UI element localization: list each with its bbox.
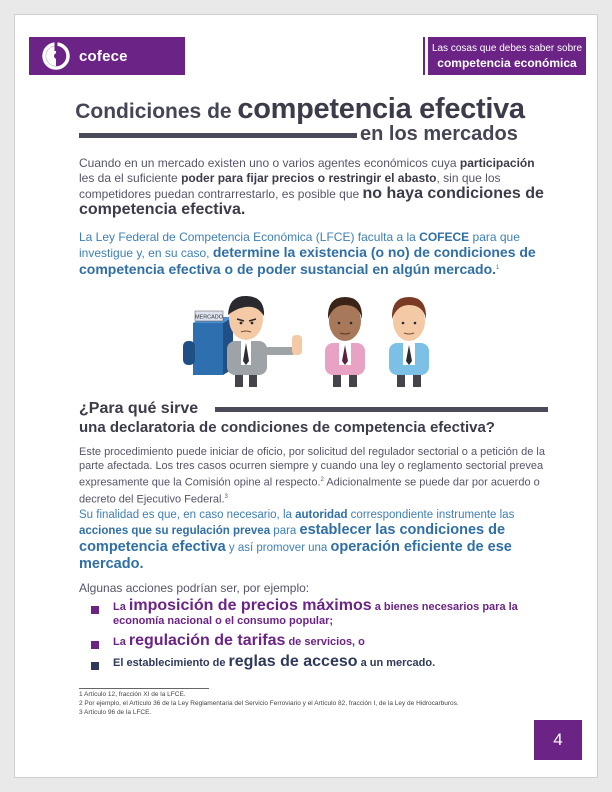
footnote-1: 1 Artículo 12, fracción XI de la LFCE. [79,691,186,698]
purpose-text-b: autoridad [295,509,348,521]
cofece-logo [29,37,185,75]
law-text-b: COFECE [419,230,470,244]
list-item [91,634,561,649]
examples-intro: Algunas acciones podrían ser, por ejemplo: [79,581,310,595]
bullet-text-big: imposición de precios máximos [128,597,372,614]
purpose-text-a: Su finalidad es que, en caso necesario, la [79,509,296,521]
purpose-text-f: establecer las condiciones de competencia efectiva [79,522,506,555]
page-number: 4 [534,720,582,760]
section-heading-line2: una declaratoria de condiciones de competencia efectiva? [79,419,495,436]
bullet-text-a: La [113,636,129,648]
tagline-divider [423,37,425,75]
list-item [91,655,561,670]
procedure-footnote-ref-2: 2 [320,477,324,483]
title-part1: Condiciones de [75,100,238,123]
procedure-text-a: Este procedimiento puede iniciar de oficio, por solicitud del regulador sectorial o a petición de la parte afectada. Los tres casos ocurren siempre y cuando una ley o reglamento sectorial prevea expresamente que la Comisión opine al respecto. [79,446,545,489]
page-title [55,93,545,126]
tagline-line2: competencia económica [437,56,577,70]
person-blue [389,297,429,387]
footnote-3: 3 Artículo 96 de la LFCE. [79,709,152,716]
law-text-d: determine la existencia (o no) de condiciones de competencia efectiva o de poder sustancial en algún mercado. [79,244,536,277]
footnotes [79,690,459,717]
purpose-paragraph [79,508,549,573]
law-text-c: para que investigue y, en su caso, [79,230,520,260]
market-box-label: MERCADO [194,314,224,321]
title-rule [79,133,357,138]
bullet-text-b: a bienes necesarios para la economía nacional o el consumo popular; [113,601,518,627]
bullet-text-a: El establecimiento de [113,657,229,669]
intro-paragraph [79,156,549,218]
bullet-square-icon [91,662,99,670]
cofece-logo-icon [42,42,70,70]
logo-text: cofece [79,47,128,65]
section-heading-line1: ¿Para qué sirve [79,400,199,417]
footnote-rule [79,688,209,689]
person-pink [325,297,365,387]
market-box [183,311,233,375]
actions-list [91,599,561,676]
purpose-text-g: y así promover una [225,542,331,554]
bullet-text-big: reglas de acceso [228,653,358,670]
intro-text-e: , sin que los competidores puedan contrarrestarlo, es posible que [79,171,501,201]
bullet-text-big: regulación de tarifas [128,632,286,649]
tagline-line1: Las cosas que debes saber sobre [431,43,583,54]
bullet-square-icon [91,606,99,614]
intro-text-f: no haya condiciones de competencia efectiva. [79,185,544,218]
intro-text-b: participación [459,156,535,170]
law-paragraph [79,230,549,278]
purpose-text-e: para [270,525,300,537]
procedure-text-b: Adicionalmente se puede dar por acuerdo o decreto del Ejecutivo Federal. [79,476,540,506]
procedure-footnote-ref-3: 3 [224,493,228,500]
bullet-text-b: a un mercado. [357,657,436,669]
bullet-text-b: de servicios, o [285,636,365,648]
title-line2: en los mercados [360,123,518,145]
bullet-square-icon [91,641,99,649]
purpose-text-d: acciones que su regulación prevea [79,525,271,537]
tagline-box [428,37,586,75]
intro-text-c: les da el suficiente [79,171,182,185]
section-heading-rule [215,407,548,412]
intro-text-d: poder para fijar precios o restringir el abasto [181,171,437,185]
title-part2: competencia efectiva [237,93,525,125]
law-footnote-ref: 1 [496,265,500,271]
person-blocking [227,296,302,387]
purpose-text-c: correspondiente instrumente las [347,509,515,521]
law-text-a: La Ley Federal de Competencia Económica (LFCE) faculta a la [79,230,420,244]
intro-text-a: Cuando en un mercado existen uno o varios agentes económicos cuya [79,156,460,170]
market-illustration [175,283,445,388]
footnote-2: 2 Por ejemplo, el Artículo 36 de la Ley Reglamentaria del Servicio Ferroviario y el Artículo 82, fracción I, de la Ley de Hidrocarburos. [79,700,459,707]
purpose-text-h: operación eficiente de ese mercado. [79,539,512,572]
list-item [91,599,561,628]
procedure-paragraph [79,445,549,506]
page [14,14,598,778]
bullet-text-a: La [113,601,129,613]
